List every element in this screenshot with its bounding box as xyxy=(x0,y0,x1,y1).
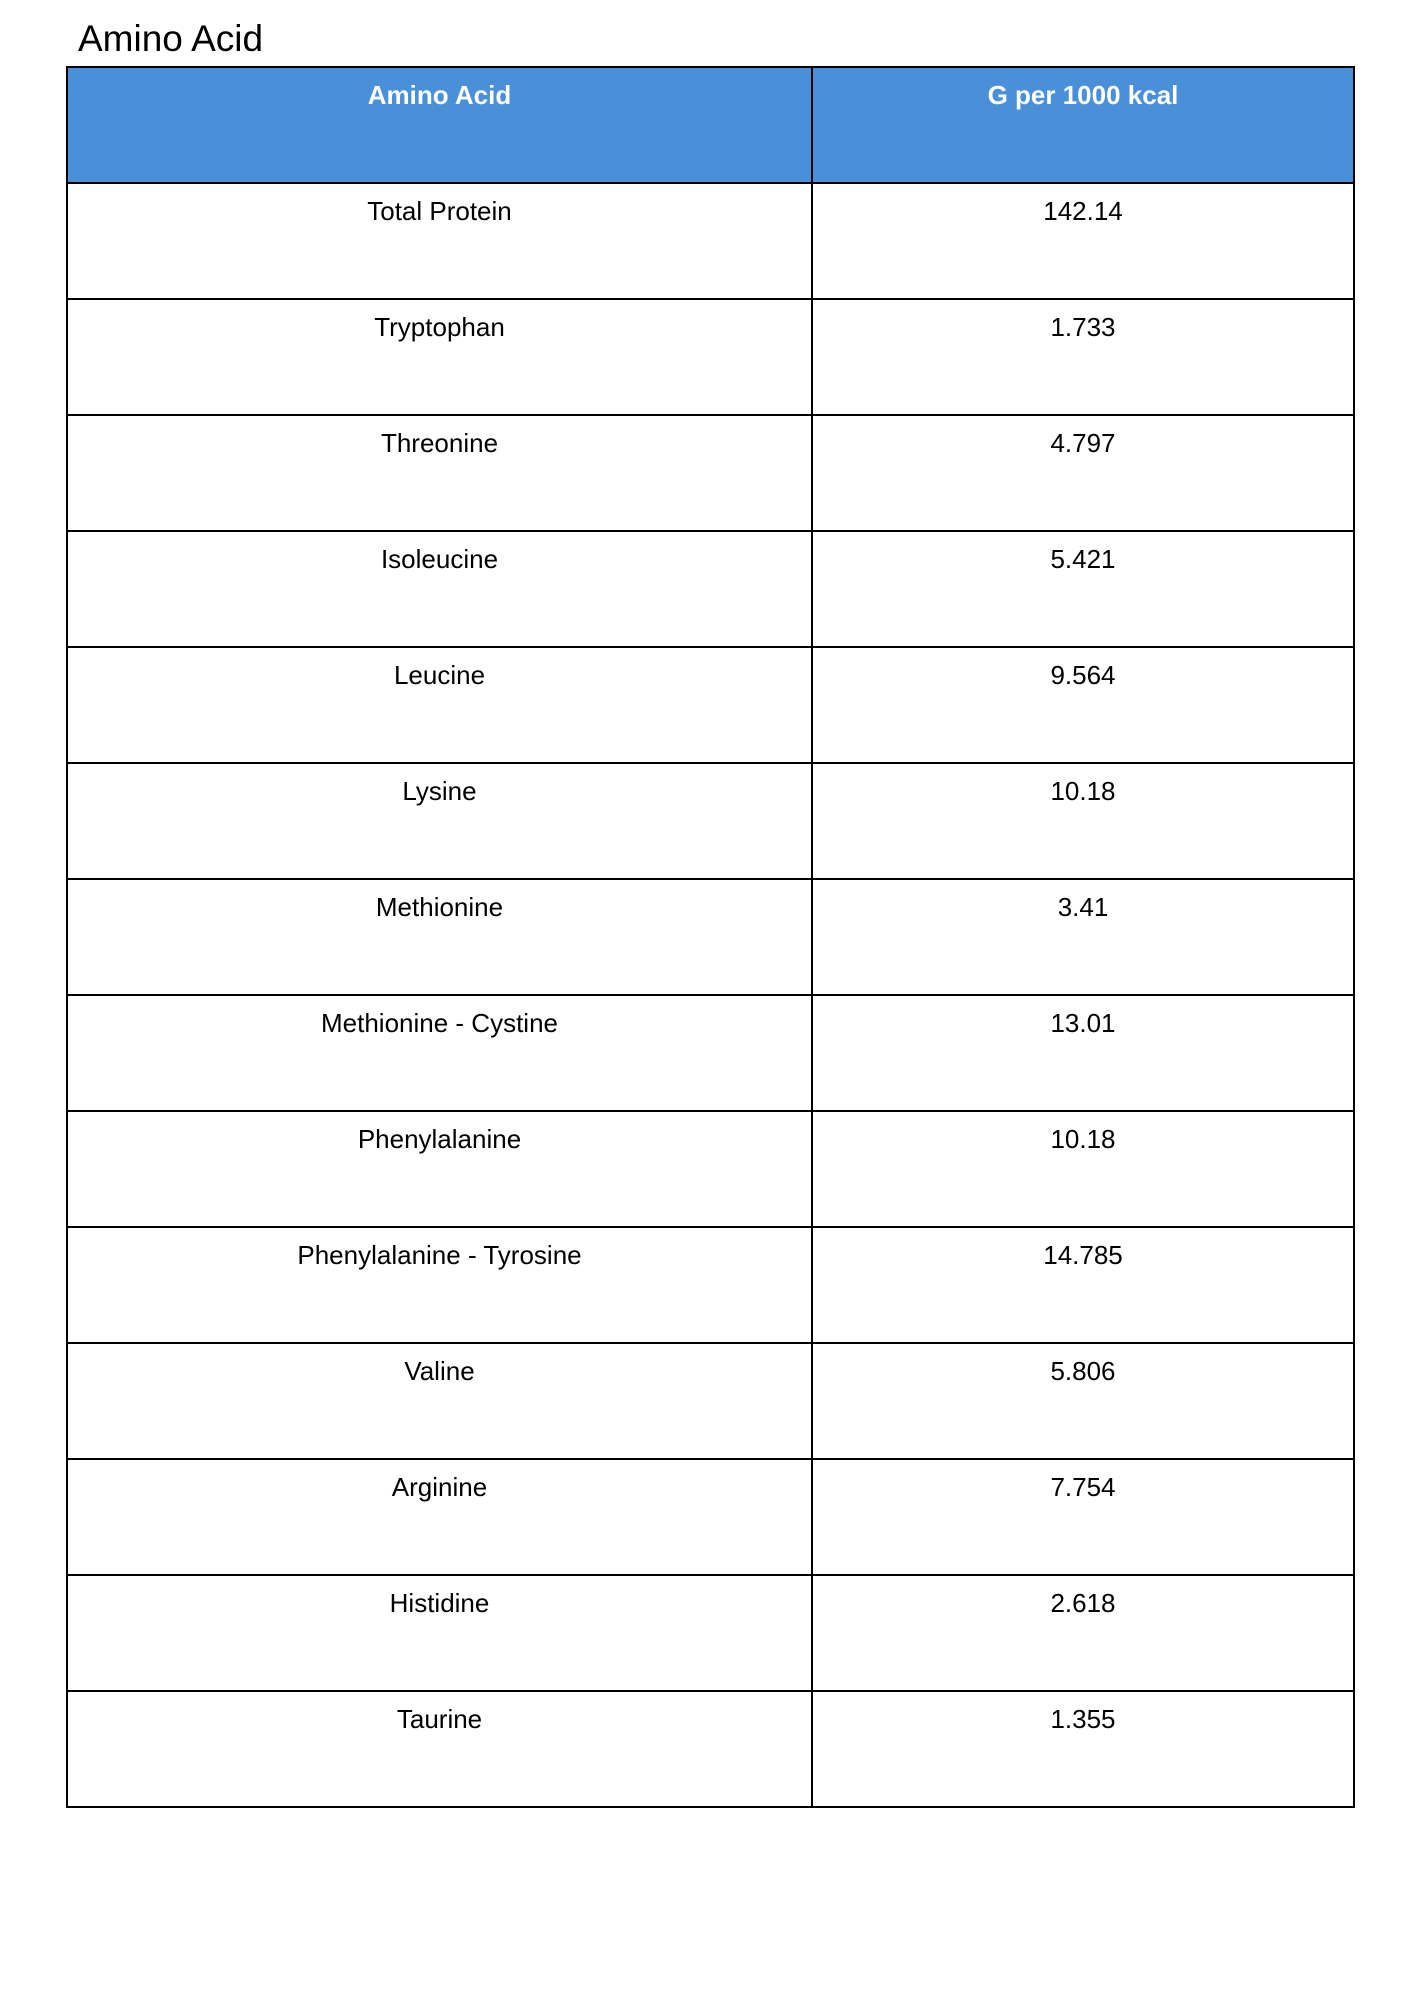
amount-value-cell: 13.01 xyxy=(812,995,1354,1111)
column-header-amino-acid: Amino Acid xyxy=(67,67,812,183)
table-row xyxy=(67,995,1354,1111)
amino-acid-name-cell: Taurine xyxy=(67,1691,812,1807)
amino-acid-name-cell: Isoleucine xyxy=(67,531,812,647)
amount-value-cell: 1.733 xyxy=(812,299,1354,415)
amino-acid-name-cell: Arginine xyxy=(67,1459,812,1575)
amount-value-cell: 142.14 xyxy=(812,183,1354,299)
table-row xyxy=(67,531,1354,647)
amino-acid-name-cell: Phenylalanine - Tyrosine xyxy=(67,1227,812,1343)
amount-value-cell: 14.785 xyxy=(812,1227,1354,1343)
amino-acid-name-cell: Total Protein xyxy=(67,183,812,299)
table-row xyxy=(67,1111,1354,1227)
amount-value-cell: 5.421 xyxy=(812,531,1354,647)
amino-acid-name-cell: Tryptophan xyxy=(67,299,812,415)
amino-acid-name-cell: Methionine - Cystine xyxy=(67,995,812,1111)
amino-acid-table xyxy=(66,66,1355,1808)
amino-acid-name-cell: Valine xyxy=(67,1343,812,1459)
table-row xyxy=(67,1691,1354,1807)
amount-value-cell: 2.618 xyxy=(812,1575,1354,1691)
table-row xyxy=(67,415,1354,531)
amino-acid-name-cell: Threonine xyxy=(67,415,812,531)
table-row xyxy=(67,763,1354,879)
amount-value-cell: 4.797 xyxy=(812,415,1354,531)
amino-acid-name-cell: Leucine xyxy=(67,647,812,763)
amount-value-cell: 10.18 xyxy=(812,1111,1354,1227)
table-row xyxy=(67,183,1354,299)
page-title: Amino Acid xyxy=(78,18,264,59)
table-header-row xyxy=(67,67,1354,183)
amino-acid-name-cell: Methionine xyxy=(67,879,812,995)
amount-value-cell: 1.355 xyxy=(812,1691,1354,1807)
column-header-g-per-1000-kcal: G per 1000 kcal xyxy=(812,67,1354,183)
amount-value-cell: 3.41 xyxy=(812,879,1354,995)
table-row xyxy=(67,1343,1354,1459)
table-row xyxy=(67,1575,1354,1691)
amount-value-cell: 5.806 xyxy=(812,1343,1354,1459)
table-row xyxy=(67,647,1354,763)
amount-value-cell: 9.564 xyxy=(812,647,1354,763)
table-row xyxy=(67,1459,1354,1575)
amino-acid-name-cell: Phenylalanine xyxy=(67,1111,812,1227)
amino-acid-name-cell: Lysine xyxy=(67,763,812,879)
amino-acid-name-cell: Histidine xyxy=(67,1575,812,1691)
table-row xyxy=(67,299,1354,415)
amount-value-cell: 7.754 xyxy=(812,1459,1354,1575)
table-row xyxy=(67,879,1354,995)
table-row xyxy=(67,1227,1354,1343)
amount-value-cell: 10.18 xyxy=(812,763,1354,879)
